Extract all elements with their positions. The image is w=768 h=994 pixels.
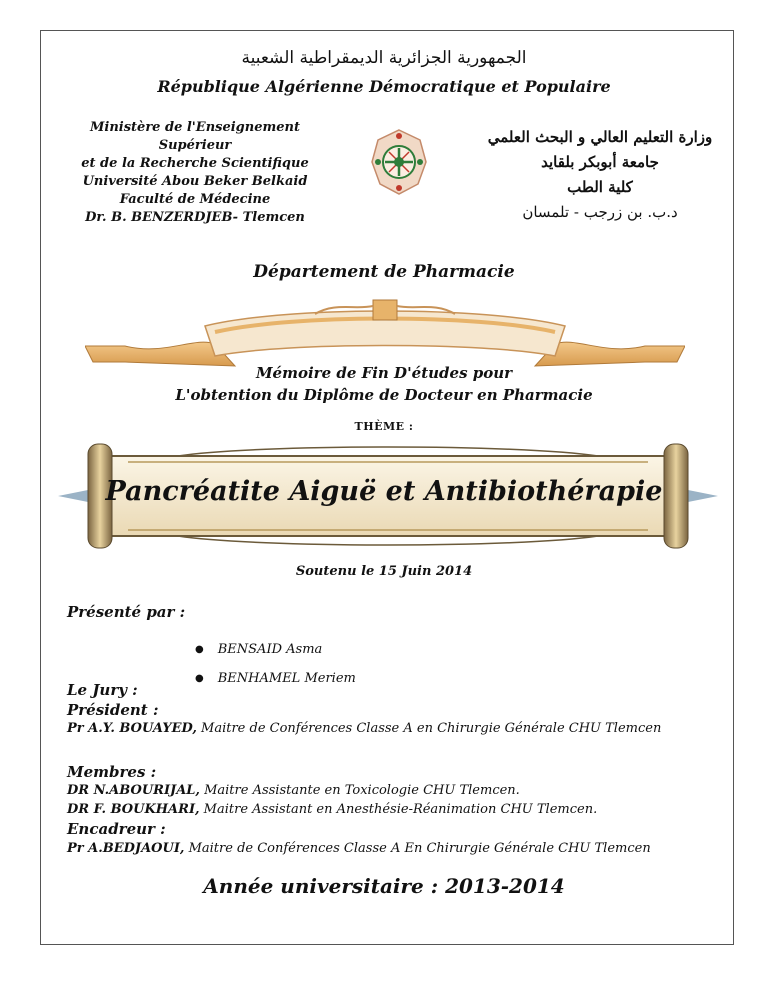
theme-label: THÈME :	[354, 420, 414, 433]
member-title: Maitre Assistant en Anesthésie-Réanimation CHU Tlemcen.	[199, 802, 598, 817]
ministry-line-ar: وزارة التعليم العالي و البحث العلمي	[487, 128, 713, 146]
supervisor-name: Pr A.BEDJAOUI,	[67, 841, 185, 856]
member-line	[67, 783, 520, 798]
ministry-line: Ministère de l'Enseignement Supérieur	[90, 120, 300, 153]
member-line	[67, 802, 597, 817]
scroll-ribbon-decoration	[85, 296, 685, 372]
list-item	[195, 665, 356, 694]
defense-date: Soutenu le 15 Juin 2014	[295, 564, 473, 579]
department-title: Département de Pharmacie	[253, 262, 515, 282]
ministry-line: Université Abou Beker Belkaid	[82, 174, 308, 189]
arabic-republic-title: الجمهورية الجزائرية الديمقراطية الشعبية	[241, 48, 527, 68]
university-emblem-icon	[370, 128, 428, 196]
thesis-title: Pancréatite Aiguë et Antibiothérapie	[105, 476, 663, 507]
jury-label: Le Jury :	[67, 681, 138, 699]
supervisor-title: Maitre de Conférences Classe A En Chirurgie Générale CHU Tlemcen	[184, 841, 651, 856]
president-title: Maitre de Conférences Classe A en Chirurgie Générale CHU Tlemcen	[196, 721, 662, 736]
supervisor-line	[67, 841, 651, 856]
members-label: Membres :	[67, 763, 157, 781]
president-line	[67, 721, 661, 736]
list-item	[195, 636, 356, 665]
presented-by-label: Présenté par :	[67, 603, 186, 621]
president-name: Pr A.Y. BOUAYED,	[67, 721, 197, 736]
member-name: DR N.ABOURIJAL,	[67, 783, 200, 798]
ministry-line-ar: جامعة أبوبكر بلقايد	[541, 153, 659, 171]
ministry-block-ar	[480, 125, 720, 225]
memoire-line-1: Mémoire de Fin D'études pour	[255, 364, 513, 382]
ministry-line-ar: د.ب. بن زرجب - تلمسان	[522, 203, 678, 221]
french-republic-title: République Algérienne Démocratique et Populaire	[157, 77, 611, 96]
ministry-line-ar: كلية الطب	[567, 178, 633, 196]
memoire-block	[0, 362, 768, 406]
member-title: Maitre Assistante en Toxicologie CHU Tlemcen.	[199, 783, 520, 798]
ministry-line: et de la Recherche Scientifique	[81, 156, 309, 171]
supervisor-label: Encadreur :	[67, 820, 166, 838]
ministry-block-fr	[60, 119, 330, 227]
member-name: DR F. BOUKHARI,	[67, 802, 200, 817]
student-name: BENSAID Asma	[217, 642, 323, 657]
academic-year: Année universitaire : 2013-2014	[203, 874, 565, 898]
ministry-line: Dr. B. BENZERDJEB- Tlemcen	[85, 210, 305, 225]
memoire-line-2: L'obtention du Diplôme de Docteur en Pharmacie	[175, 386, 593, 404]
ministry-line: Faculté de Médecine	[119, 192, 271, 207]
student-name: BENHAMEL Meriem	[217, 671, 356, 686]
president-label: Président :	[67, 701, 159, 719]
student-list	[195, 636, 356, 694]
